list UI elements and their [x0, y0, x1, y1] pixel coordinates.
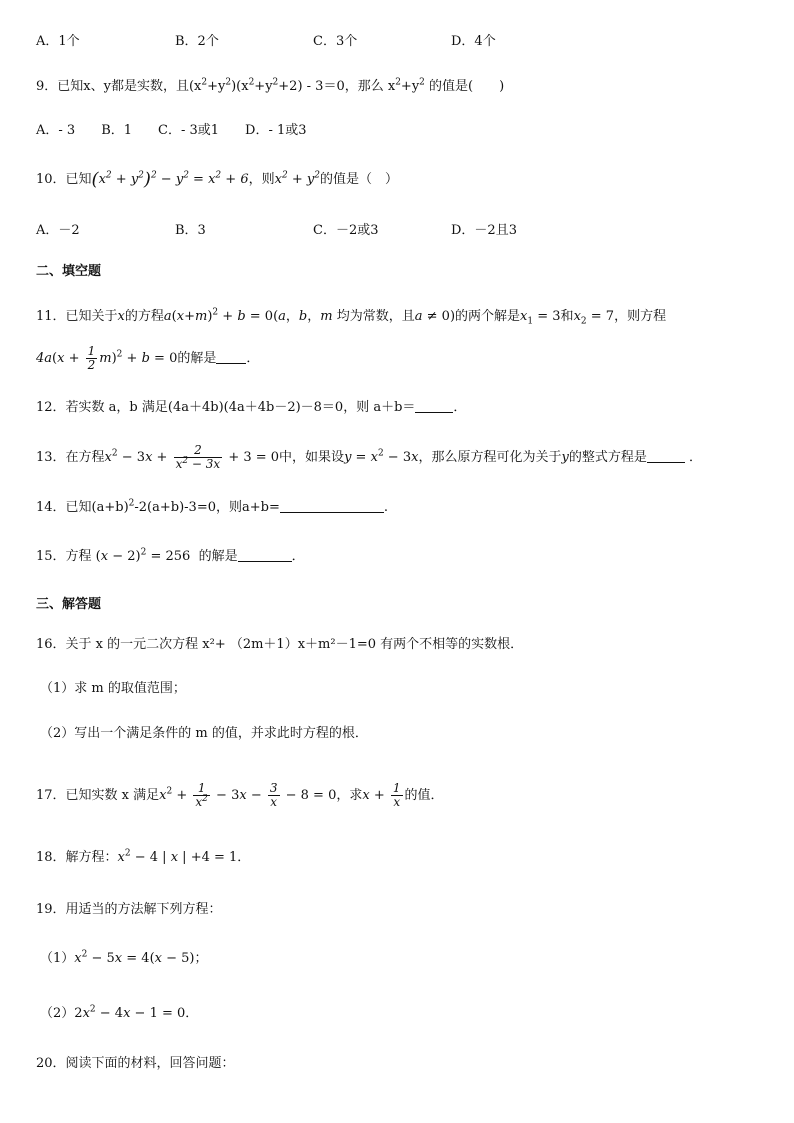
q11-answer-blank[interactable]: [216, 349, 246, 364]
q8-option-b: B．2个: [175, 34, 219, 49]
q15-stem: 15．方程 $(x - 2)^2 = 256$ 的解是 ．: [36, 547, 305, 564]
q8-options: [36, 32, 756, 52]
section-heading-solve: 三、解答题: [36, 597, 102, 612]
q10-options: [36, 221, 756, 241]
q10-equation: $(x^2 + y^2)^2 - y^2 = x^2 + 6$: [91, 169, 249, 190]
q18-stem: 18．解方程：$x^2 - 4$ | x | +4 = 1．: [36, 848, 251, 865]
q13-stem: 13．在方程$x^2 - 3x$ + $\frac{2}{x^2 - 3x}$ + 3 = 0中，如果设$y = x^2 - 3x$，那么原方程可化为关于y的整式方程是 ．: [36, 443, 702, 471]
q10-option-c: C．－2或3: [313, 223, 379, 238]
q19-part-2: $(2)2x^2 - 4x - 1 = 0$．: [40, 1004, 199, 1021]
q9-stem: 9．已知x、y都是实数，且$(x^2+y^2)(x^2+y^2+2) - 3=0$，那么 $x^2+y^2$ 的值是( ): [36, 77, 505, 94]
q16-part-1: （1）求 m 的取值范围；: [40, 681, 186, 696]
section-heading-fill-blank: 二、填空题: [36, 264, 102, 279]
q8-option-d: D．4个: [451, 34, 496, 49]
q9-options: [36, 121, 756, 141]
q9-option-d: D．- 1或3: [245, 123, 307, 138]
q8-option-a: A．1个: [36, 34, 80, 49]
q10-option-a: A．－2: [36, 223, 80, 238]
q15-answer-blank[interactable]: [238, 547, 292, 562]
q16-stem: 16．关于 x 的一元二次方程 x²+ （2m＋1）x＋m²－1=0 有两个不相等的实数根．: [36, 637, 524, 652]
q9-option-a: A．- 3: [36, 123, 76, 138]
q8-option-c: C．3个: [313, 34, 358, 49]
q19-part-1: $(1)x^2 - 5x = 4(x - 5)$；: [40, 949, 208, 966]
q9-option-c: C．- 3或1: [158, 123, 220, 138]
q17-stem: 17．已知实数 x 满足$x^2$ + $\frac{1}{x^2}$ − 3x − $\frac{3}{x}$ − 8 = 0，求x + $\frac{1}{x}$ 的值．: [36, 781, 444, 809]
q14-answer-blank[interactable]: [280, 498, 384, 513]
q11-equation-2: 4a(x + $\frac{1}{2}$ m)$^2$ + b = 0的解是 ．: [36, 344, 260, 372]
q9-option-b: B．1: [101, 123, 133, 138]
q10-option-d: D．－2且3: [451, 223, 517, 238]
q11-stem: 11．已知关于x的方程$a(x+m)^2 + b = 0(a$，b，m 均为常数，且a ≠ 0)的两个解是$x_1 = 3$和$x_2 = 7$，则方程: [36, 307, 667, 327]
q10-option-b: B．3: [175, 223, 206, 238]
q10-expression: $x^2 + y^2$: [274, 170, 320, 187]
q19-stem: 19．用适当的方法解下列方程：: [36, 902, 222, 917]
q12-stem: 12．若实数 a，b 满足(4a＋4b)(4a＋4b－2)－8＝0，则 a＋b＝ ．: [36, 400, 467, 415]
q16-part-2: （2）写出一个满足条件的 m 的值，并求此时方程的根．: [40, 726, 368, 741]
q13-answer-blank[interactable]: [647, 448, 685, 463]
q20-stem: 20．阅读下面的材料，回答问题：: [36, 1056, 235, 1071]
q10-stem: 10．已知$(x^2 + y^2)^2 - y^2 = x^2 + 6$，则$x^2 + y^2$的值是（ ）: [36, 169, 398, 190]
q14-stem: 14．已知$(a+b)^2-2(a+b)-3=0$，则a+b= .: [36, 498, 388, 515]
q12-answer-blank[interactable]: [415, 398, 453, 413]
